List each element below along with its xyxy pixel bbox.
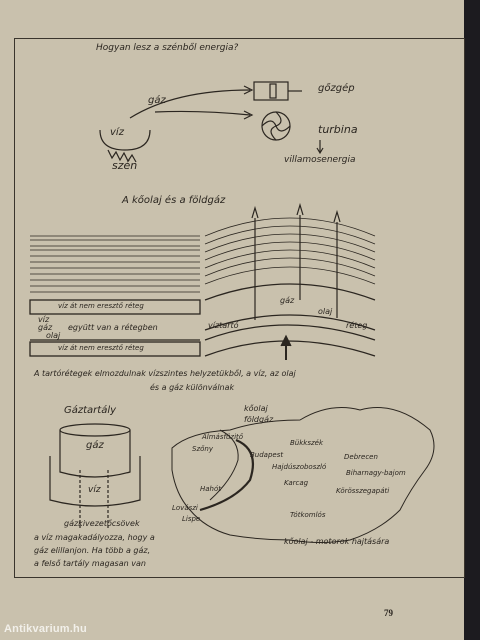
gasholder-title: Gáztartály <box>64 405 117 416</box>
steam-engine-piston <box>270 84 276 98</box>
impermeable-layer-top: víz át nem eresztő réteg <box>58 302 144 310</box>
electricity-label: villamosenergia <box>284 155 356 165</box>
map-hahot: Hahót <box>200 485 222 493</box>
water-label: víz <box>110 127 124 138</box>
map-debrecen: Debrecen <box>344 453 378 461</box>
strata-right <box>205 218 375 284</box>
water-small-label: víz <box>38 315 50 324</box>
together-label: együtt van a rétegben <box>68 323 158 332</box>
oil-small-label: olaj <box>46 331 61 340</box>
steam-engine-label: gőzgép <box>318 83 355 94</box>
layer-label: réteg <box>346 321 368 330</box>
map-biharnagybajom: Biharnagy-bajom <box>346 469 406 477</box>
strata-caption-2: és a gáz különválnak <box>150 383 235 392</box>
map-bukkszek: Bükkszék <box>290 439 324 447</box>
strata-caption-1: A tartórétegek elmozdulnak vízszintes helyzetükből, a víz, az olaj <box>34 369 296 378</box>
aquifer-label: víztartó <box>208 321 239 330</box>
map-totkomlos: Tótkomlós <box>290 511 326 519</box>
gasholder-water-label: víz <box>88 485 101 495</box>
strata-left <box>30 236 200 292</box>
coal-vessel <box>100 127 150 150</box>
anticline-oil-label: olaj <box>318 307 333 316</box>
map-hajduszoboszlo: Hajdúszoboszló <box>272 463 327 471</box>
turbine-label: turbina <box>318 123 358 136</box>
gasholder-desc-1: a víz magakadályozza, hogy a <box>34 533 155 542</box>
gasholder-desc-3: a felső tartály magasan van <box>34 559 146 568</box>
gasholder-desc-2: gáz elillanjon. Ha több a gáz, <box>34 546 151 555</box>
coal-label: szén <box>112 159 138 172</box>
gas-small-label: gáz <box>38 323 53 332</box>
coal-title: Hogyan lesz a szénből energia? <box>96 43 239 53</box>
derricks <box>252 205 340 320</box>
map-lovaszi: Lovászi <box>172 504 198 512</box>
legend-gas: földgáz <box>244 415 274 424</box>
gas-arrow-2 <box>155 111 250 115</box>
map-almasfuzito: Almásfüzitő <box>202 433 244 441</box>
map-szony: Szőny <box>192 445 213 453</box>
gas-outlet-label: gázkivezetőcsövek <box>64 519 140 528</box>
gas-label: gáz <box>148 95 166 106</box>
map-budapest: Budapest <box>250 451 284 459</box>
oil-gas-title: A kőolaj és a földgáz <box>122 195 226 206</box>
map-karcag: Karcag <box>284 479 309 487</box>
gasholder-gas-label: gáz <box>86 440 104 451</box>
steam-engine-cylinder <box>254 82 288 100</box>
page-number: 79 <box>384 608 393 618</box>
impermeable-layer-bottom: víz át nem eresztő réteg <box>58 344 144 352</box>
legend-oil: kőolaj <box>244 404 268 413</box>
watermark: Antikvarium.hu <box>4 623 87 635</box>
map-korosszegapati: Körösszegapáti <box>336 487 390 495</box>
map-lispe: Lispe <box>182 515 201 523</box>
anticline-gas-label: gáz <box>280 296 295 305</box>
map-pipeline-caption: kőolaj - motorok hajtására <box>284 537 390 546</box>
